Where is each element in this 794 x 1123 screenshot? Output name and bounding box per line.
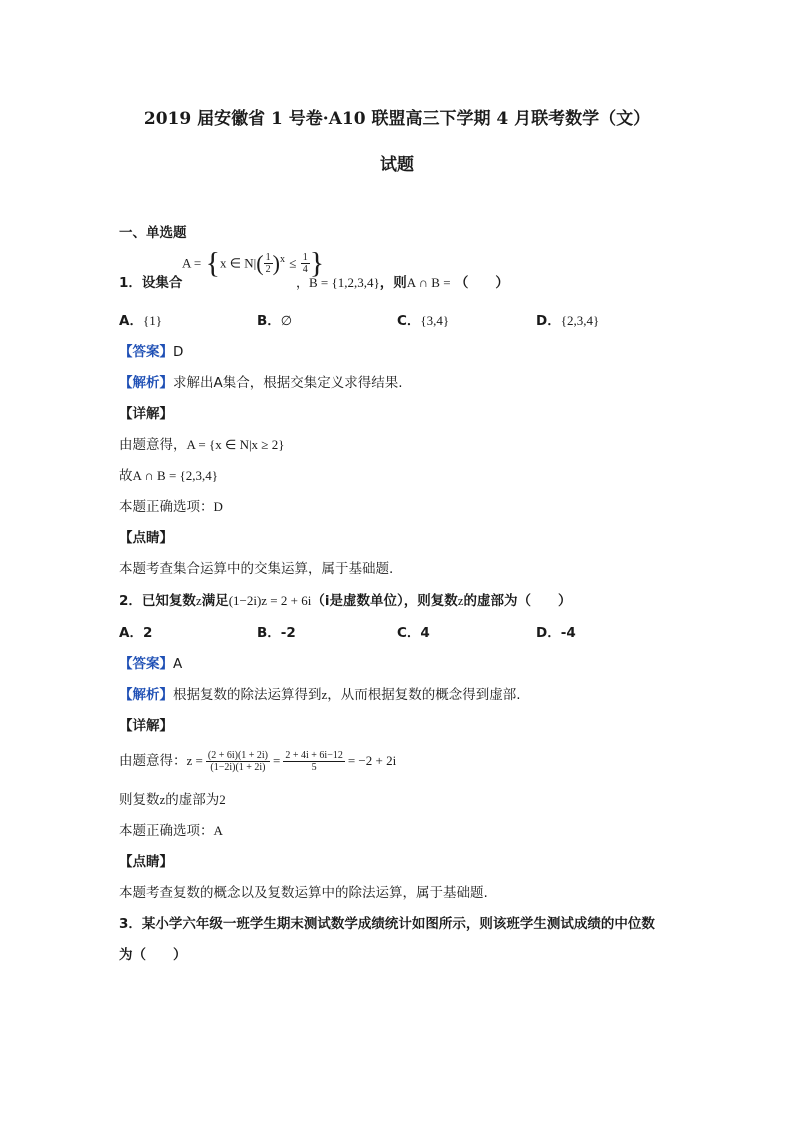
q2-detail-2-val: 2 [219, 792, 226, 807]
q2-paren-note: （i是虚数单位），则复数 [311, 593, 458, 609]
q2-fraction-1-den: (1−2i)(1 + 2i) [210, 761, 266, 773]
q2-fraction-2-den: 5 [311, 761, 317, 773]
q1-option-c-value: {3,4} [420, 313, 450, 328]
q1-option-d-value: {2,3,4} [560, 313, 600, 328]
q1-set-a-elem: x ∈ N| [219, 255, 257, 271]
q1-detail-2-math: A ∩ B = {2,3,4} [132, 468, 219, 483]
q1-then: ，则 [379, 275, 407, 291]
q2-answer [119, 654, 182, 674]
q2-option-a [119, 623, 152, 643]
q2-option-d-value: -4 [560, 625, 576, 641]
doc-title-line1: 2019 届安徽省 1 号卷·A10 联盟高三下学期 4 月联考数学（文） [143, 109, 651, 129]
q1-correct-value: D [213, 499, 223, 514]
q2-fraction-2-num: 2 + 4i + 6i−12 [285, 749, 343, 761]
q1-detail-1-lead: 由题意得， [119, 437, 187, 453]
q2-detail-1-lead: 由题意得： [119, 753, 187, 769]
q2-correct-lead: 本题正确选项： [119, 823, 214, 839]
q2-correct [119, 821, 223, 841]
q2-number: 2． [119, 593, 142, 609]
q3-number: 3． [119, 916, 142, 932]
q1-comment: 本题考查集合运算中的交集运算，属于基础题. [119, 561, 394, 577]
analysis-tag: 【解析】 [119, 375, 173, 391]
q2-option-c-value: 4 [420, 625, 430, 641]
q2-result: = −2 + 2i [347, 753, 397, 768]
q1-option-b-value: ∅ [280, 313, 293, 328]
q2-option-b-label: B． [257, 625, 281, 641]
answer-tag: 【答案】 [119, 656, 173, 672]
q2-option-c-label: C． [397, 625, 421, 641]
q2-eq-sign: = [273, 753, 281, 768]
right-paren-icon: ) [272, 250, 280, 276]
q1-option-b [257, 311, 292, 331]
q2-detail-1-z: z = [186, 753, 203, 768]
q1-option-d [536, 311, 599, 331]
q2-equation: (1−2i)z = 2 + 6i [228, 593, 312, 608]
q2-option-a-value: 2 [142, 625, 153, 641]
q1-correct [119, 497, 223, 517]
q1-set-b: ，B = {1,2,3,4} [296, 275, 380, 290]
q3-stem-line1 [119, 914, 655, 934]
q1-half-den: 2 [265, 264, 271, 275]
q2-var2: z [457, 593, 464, 608]
q1-quarter-num: 1 [302, 252, 308, 263]
q1-option-a-value: {1} [142, 313, 162, 328]
q1-comment-tag: 【点睛】 [119, 530, 173, 546]
q2-tail: 的虚部为（ ） [463, 593, 572, 609]
q2-detail-1 [119, 743, 396, 779]
q2-fraction-1 [206, 750, 270, 773]
q1-paren: （ ） [454, 275, 509, 291]
q2-option-b-value: -2 [280, 625, 296, 641]
q2-option-b [257, 623, 296, 643]
q2-answer-value: A [173, 656, 183, 672]
q1-intersection: A ∩ B = [406, 275, 451, 290]
q1-detail-1-math: A = {x ∈ N|x ≥ 2} [186, 437, 285, 452]
q1-exponent: x [279, 254, 285, 265]
q1-option-c-label: C． [397, 313, 421, 329]
q2-fraction-1-num: (2 + 6i)(1 + 2i) [207, 749, 269, 761]
q1-half-num: 1 [265, 252, 271, 263]
q2-correct-value: A [213, 823, 223, 838]
q1-stem-tail [296, 273, 509, 293]
q1-half-fraction [264, 252, 273, 275]
analysis-tag: 【解析】 [119, 687, 173, 703]
q1-detail-1 [119, 435, 284, 455]
q3-stem-line2: 为（ ） [119, 947, 187, 963]
left-brace-icon: { [205, 246, 220, 280]
q3-line1: 某小学六年级一班学生期末测试数学成绩统计如图所示，则该班学生测试成绩的中位数 [141, 916, 655, 932]
q2-stem [119, 591, 572, 611]
q1-quarter-fraction [301, 252, 310, 275]
q2-fraction-2 [283, 750, 344, 773]
q2-mid: 满足 [201, 593, 229, 609]
q1-correct-lead: 本题正确选项： [119, 499, 214, 515]
q1-option-a-label: A． [119, 313, 143, 329]
q1-set-a-lhs: A = [182, 255, 202, 271]
q1-quarter-den: 4 [302, 264, 308, 275]
q2-var: z [195, 593, 202, 608]
q1-answer [119, 342, 183, 362]
q2-detail-2-mid: 的虚部为 [165, 792, 220, 808]
q2-analysis [119, 685, 521, 705]
q2-analysis-b: ，从而根据复数的概念得到虚部. [327, 687, 521, 703]
q1-lead: 设集合 [141, 275, 183, 291]
q1-answer-value: D [173, 344, 184, 360]
q2-detail-2-lead: 则复数 [119, 792, 160, 808]
q2-option-d-label: D． [536, 625, 561, 641]
q1-detail-2 [119, 466, 218, 486]
left-paren-icon: ( [256, 250, 264, 276]
q2-analysis-var: z [321, 687, 328, 702]
q2-detail-2-var: z [159, 792, 166, 807]
q1-option-b-label: B． [257, 313, 281, 329]
answer-tag: 【答案】 [119, 344, 173, 360]
q1-stem [119, 273, 182, 293]
q1-leq: ≤ [289, 255, 297, 271]
q2-option-a-label: A． [119, 625, 143, 641]
doc-title-line2: 试题 [380, 155, 414, 175]
q2-comment-tag: 【点睛】 [119, 854, 173, 870]
right-brace-icon: } [309, 246, 325, 280]
q2-lead: 已知复数 [141, 593, 196, 609]
q2-analysis-a: 根据复数的除法运算得到 [173, 687, 322, 703]
q2-option-d [536, 623, 576, 643]
q1-detail-2-lead: 故 [119, 468, 133, 484]
q1-analysis-text: 求解出A集合，根据交集定义求得结果. [173, 375, 403, 391]
q2-detail-2 [119, 790, 226, 810]
q2-comment: 本题考查复数的概念以及复数运算中的除法运算，属于基础题. [119, 885, 488, 901]
q1-analysis [119, 373, 403, 393]
q1-option-d-label: D． [536, 313, 561, 329]
q2-detail-tag: 【详解】 [119, 718, 173, 734]
q1-option-c [397, 311, 449, 331]
q2-option-c [397, 623, 430, 643]
q1-detail-tag: 【详解】 [119, 406, 173, 422]
q1-number: 1． [119, 275, 142, 291]
q1-option-a [119, 311, 162, 331]
section-heading: 一、单选题 [119, 225, 187, 241]
